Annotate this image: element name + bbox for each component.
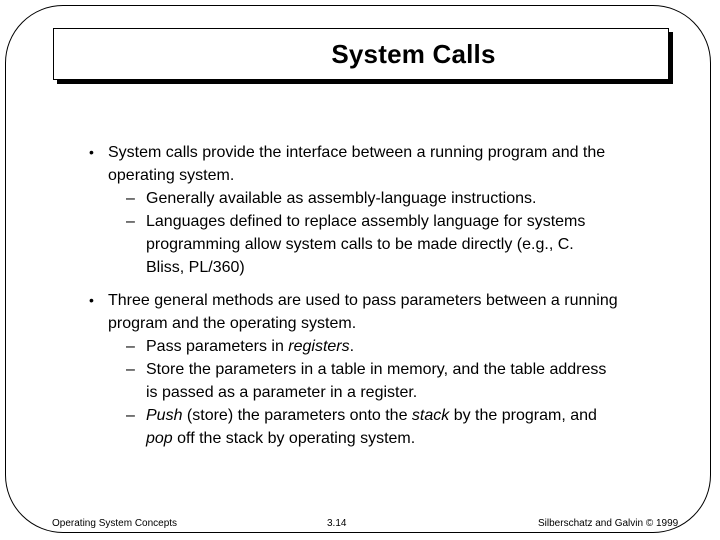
sub-bullet-registers — [126, 335, 626, 358]
sub-bullet-dash: – — [126, 213, 135, 230]
sub-bullet-assembly — [126, 187, 626, 210]
footer-authors: Silberschatz and Galvin © 1999 — [538, 518, 679, 529]
sub-bullet-text: Store the parameters in a table in memory, and the table address is passed as a parameter in a register. — [146, 361, 607, 401]
bullet-text: System calls provide the interface between a running program and the operating system. — [108, 144, 606, 184]
bullet-system-calls-interface — [89, 141, 628, 279]
sub-bullet-dash: – — [126, 361, 135, 378]
sub-bullet-em-stack: stack — [411, 407, 450, 424]
sub-bullet-em-pop: pop — [146, 430, 173, 447]
sub-bullet-text: Languages defined to replace assembly language for systems programming allow system calls to be made directly (e.g., C. Bliss, PL/360) — [146, 213, 586, 276]
sub-bullet-text-pre: Pass parameters in — [146, 338, 289, 355]
sub-bullet-table — [126, 358, 616, 404]
sub-bullet-em-push: Push — [146, 407, 183, 424]
slide-title: System Calls — [331, 38, 496, 69]
footer-page-number: 3.14 — [327, 518, 347, 529]
bullet-dot: • — [89, 292, 94, 308]
sub-bullet-dash: – — [126, 338, 135, 355]
sub-bullet-text-mid2: by the program, and — [449, 407, 597, 424]
sub-bullet-languages — [126, 210, 586, 279]
sub-bullet-text: Generally available as assembly-language instructions. — [146, 190, 537, 207]
bullet-parameter-methods — [89, 289, 628, 450]
sub-bullet-text-mid1: (store) the parameters onto the — [182, 407, 412, 424]
sub-bullet-dash: – — [126, 407, 135, 424]
sub-bullet-stack — [126, 404, 626, 450]
bullet-dot: • — [89, 144, 94, 160]
sub-bullet-em-registers: registers — [288, 338, 350, 355]
footer-book-title: Operating System Concepts — [52, 518, 178, 529]
bullet-text: Three general methods are used to pass parameters between a running program and the operating system. — [108, 292, 618, 332]
sub-bullet-text-post: . — [349, 338, 355, 355]
sub-bullet-text-post: off the stack by operating system. — [172, 430, 416, 447]
sub-bullet-dash: – — [126, 190, 135, 207]
